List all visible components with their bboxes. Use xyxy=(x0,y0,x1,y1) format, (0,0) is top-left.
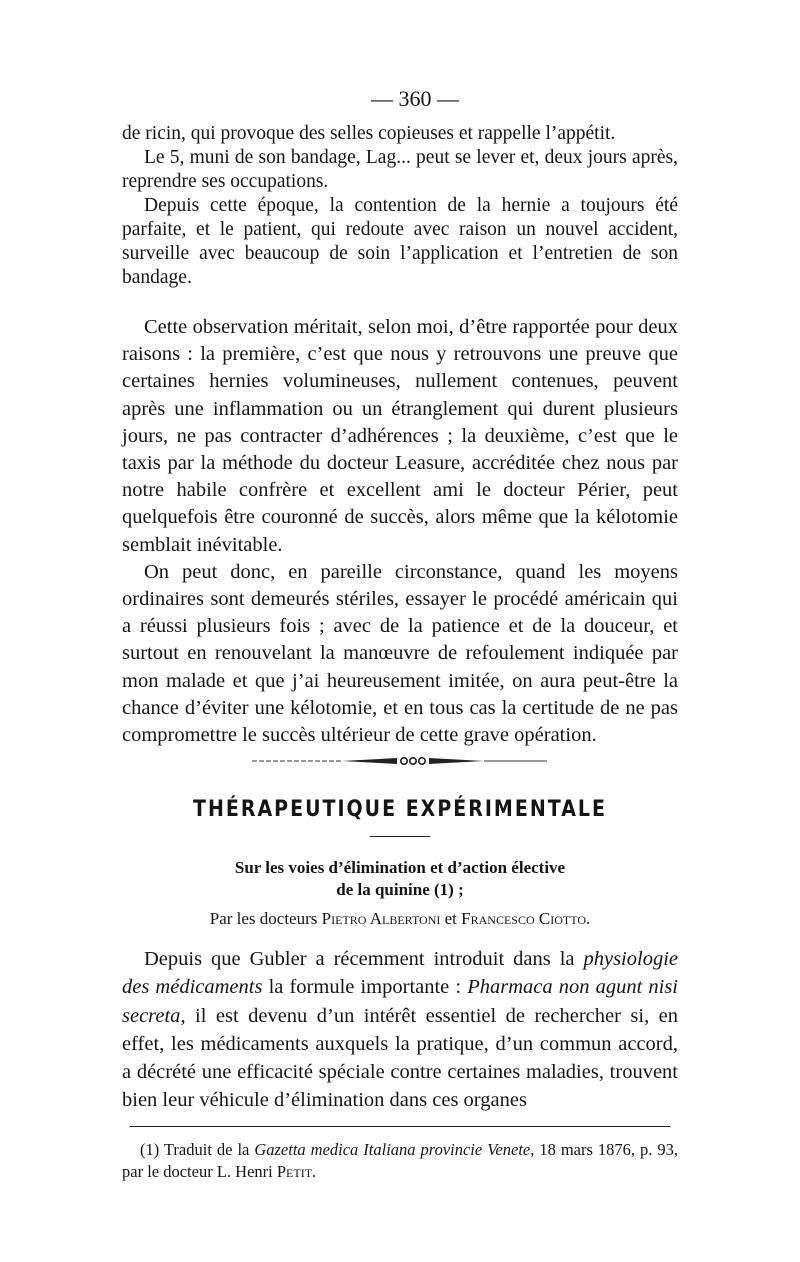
footnote-text-b: , 18 mars 1876, p. 93, par le docteur L. Henri xyxy=(122,1140,678,1182)
paragraph-on-peut-donc: On peut donc, en pareille circonstance, quand les moyens ordinaires sont demeurés stériles, essayer le procédé américain qui a réussi plusieurs fois ; avec de la patience et de la douceur, et surtout en renouvelant la manœuvre de refoulement indiquée par mon malade et que j’ai heureusement imitée, on aura peut-être la chance d’éviter une kélotomie, et en tous cas la certitude de ne pas compromettre le succès ultérieur de cette grave opération. xyxy=(122,560,678,747)
article-title-line-1: Sur les voies d’élimination et d’action élective xyxy=(234,858,566,878)
body-text-c: , il est devenu d’un intérêt essentiel de rechercher si, en effet, les médicaments auxquels la pratique, d’un commun accord, a décrété une efficacité spéciale contre certaines maladies, trouvent bien leur véhicule d’élimination dans ces organes xyxy=(122,1004,678,1112)
paragraph-depuis-cette-epoque: Depuis cette époque, la contention de la hernie a toujours été parfaite, et le patient, qui redoute avec raison un nouvel accident, surveille avec beaucoup de soin l’application et l’entretien de son bandage. xyxy=(122,195,678,288)
body-emphasis-pharmaca: Pharmaca non agunt nisi secreta xyxy=(122,976,678,1027)
byline xyxy=(122,909,678,929)
footnote-rule xyxy=(130,1126,670,1127)
footnote xyxy=(122,1139,678,1183)
body-text-b: la formule importante : xyxy=(262,976,468,999)
byline-prefix: Par les docteurs xyxy=(209,909,322,929)
footnote-text-a: (1) Traduit de la xyxy=(140,1140,255,1160)
paragraph-observation: Cette observation méritait, selon moi, d’être rapportée pour deux raisons : la première, c’est que nous y retrouvons une preuve que certaines hernies volumineuses, nullement contenues, peuvent après une inflammation ou un étranglement qui durent plusieurs jours, ne pas contracter d’adhérences ; la deuxième, c’est que le taxis par la méthode du docteur Leasure, accréditée chez nous par notre habile confrère et excellent ami le docteur Périer, peut quelquefois être couronné de succès, alors même que la kélotomie semblait inévitable. xyxy=(122,316,678,556)
paragraph-gubler xyxy=(122,945,678,1114)
author-albertoni: Pietro Albertoni xyxy=(321,909,441,929)
footnote-journal-title: Gazetta medica Italiana provincie Venete xyxy=(254,1140,531,1160)
footnote-text-c: . xyxy=(312,1162,317,1182)
page xyxy=(122,84,678,1200)
byline-and: et xyxy=(440,909,462,929)
body-emphasis-physiologie: physiologie des médicaments xyxy=(122,948,678,999)
byline-end: . xyxy=(586,909,591,929)
article-title xyxy=(122,857,678,901)
divider-flourish-icon xyxy=(252,754,552,768)
article-title-line-2: de la quinine (1) ; xyxy=(336,880,464,900)
page-number: — 360 — xyxy=(371,86,459,111)
body-text-a: Depuis que Gubler a récemment introduit dans la xyxy=(144,948,584,971)
title-rule xyxy=(370,836,430,837)
section-title: THÉRAPEUTIQUE EXPÉRIMENTALE xyxy=(192,796,607,822)
article-body xyxy=(122,945,678,1114)
paragraph-le-5: Le 5, muni de son bandage, Lag... peut se lever et, deux jours après, reprendre ses occupations. xyxy=(122,147,678,192)
paragraph-gap xyxy=(122,290,678,314)
footnote-author: Petit xyxy=(276,1162,313,1182)
paragraph-ricin: de ricin, qui provoque des selles copieuses et rappelle l’appétit. xyxy=(122,123,616,144)
author-ciotto: Francesco Ciotto xyxy=(461,909,587,929)
ornamental-divider xyxy=(122,754,678,770)
